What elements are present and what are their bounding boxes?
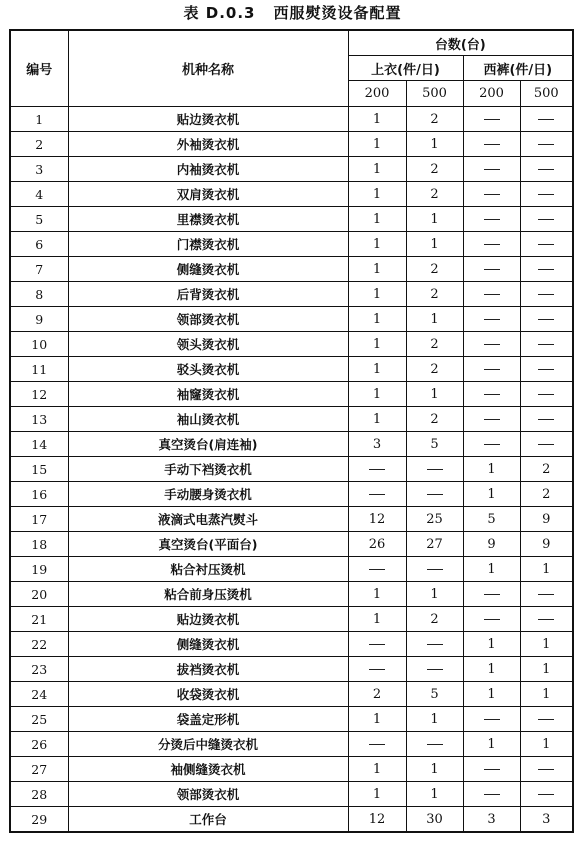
dash-mark [369,494,385,495]
count-cell: 9 [520,532,573,557]
row-index: 15 [10,457,68,482]
row-index: 5 [10,207,68,232]
machine-name: 真空烫台(平面台) [68,532,348,557]
count-cell: 25 [406,507,463,532]
row-index: 20 [10,582,68,607]
row-index: 6 [10,232,68,257]
count-cell: 1 [348,407,406,432]
dash-mark [538,244,554,245]
machine-name: 贴边烫衣机 [68,107,348,132]
empty-cell [520,382,573,407]
empty-cell [463,282,520,307]
dash-mark [484,369,500,370]
empty-cell [406,632,463,657]
empty-cell [520,307,573,332]
machine-name: 分烫后中缝烫衣机 [68,732,348,757]
count-cell: 1 [348,182,406,207]
empty-cell [348,632,406,657]
header-capacity: 200 [463,81,520,107]
dash-mark [484,219,500,220]
dash-mark [427,669,443,670]
empty-cell [520,332,573,357]
count-cell: 1 [348,232,406,257]
machine-name: 贴边烫衣机 [68,607,348,632]
empty-cell [520,782,573,807]
dash-mark [538,419,554,420]
empty-cell [520,207,573,232]
row-index: 28 [10,782,68,807]
dash-mark [484,194,500,195]
count-cell: 2 [406,282,463,307]
dash-mark [538,594,554,595]
count-cell: 1 [520,657,573,682]
count-cell: 9 [463,532,520,557]
dash-mark [484,794,500,795]
empty-cell [463,257,520,282]
empty-cell [520,757,573,782]
dash-mark [538,619,554,620]
count-cell: 1 [406,132,463,157]
table-row [10,607,573,632]
empty-cell [406,482,463,507]
empty-cell [520,182,573,207]
dash-mark [484,344,500,345]
row-index: 2 [10,132,68,157]
empty-cell [463,757,520,782]
empty-cell [463,157,520,182]
count-cell: 1 [348,382,406,407]
empty-cell [520,282,573,307]
table-row [10,432,573,457]
dash-mark [538,144,554,145]
header-capacity: 500 [406,81,463,107]
table-row [10,157,573,182]
empty-cell [463,182,520,207]
dash-mark [484,169,500,170]
empty-cell [406,732,463,757]
count-cell: 2 [520,482,573,507]
empty-cell [463,107,520,132]
dash-mark [538,169,554,170]
table-caption [0,2,585,26]
count-cell: 2 [406,332,463,357]
header-count: 台数(台) [348,30,573,56]
dash-mark [369,644,385,645]
count-cell: 1 [348,582,406,607]
count-cell: 12 [348,507,406,532]
count-cell: 1 [348,332,406,357]
dash-mark [484,119,500,120]
table-row [10,482,573,507]
count-cell: 2 [406,357,463,382]
empty-cell [463,332,520,357]
dash-mark [484,394,500,395]
count-cell: 3 [348,432,406,457]
count-cell: 1 [463,482,520,507]
header-capacity: 500 [520,81,573,107]
table-row [10,582,573,607]
machine-name: 门襟烫衣机 [68,232,348,257]
count-cell: 1 [463,682,520,707]
count-cell: 2 [520,457,573,482]
dash-mark [538,344,554,345]
dash-mark [538,269,554,270]
count-cell: 1 [348,757,406,782]
machine-name: 后背烫衣机 [68,282,348,307]
table-row [10,732,573,757]
row-index: 21 [10,607,68,632]
row-index: 16 [10,482,68,507]
empty-cell [463,207,520,232]
table-row [10,232,573,257]
dash-mark [538,319,554,320]
empty-cell [520,357,573,382]
count-cell: 9 [520,507,573,532]
machine-name: 手动下裆烫衣机 [68,457,348,482]
count-cell: 5 [406,682,463,707]
row-index: 9 [10,307,68,332]
count-cell: 1 [348,282,406,307]
row-index: 11 [10,357,68,382]
empty-cell [463,132,520,157]
count-cell: 2 [406,607,463,632]
empty-cell [520,607,573,632]
machine-name: 粘合前身压烫机 [68,582,348,607]
machine-name: 双肩烫衣机 [68,182,348,207]
dash-mark [427,469,443,470]
dash-mark [538,444,554,445]
row-index: 29 [10,807,68,833]
machine-name: 拔裆烫衣机 [68,657,348,682]
header-name: 机种名称 [68,30,348,107]
count-cell: 1 [348,707,406,732]
row-index: 18 [10,532,68,557]
table-row [10,757,573,782]
count-cell: 1 [463,732,520,757]
count-cell: 1 [520,632,573,657]
count-cell: 1 [520,682,573,707]
count-cell: 2 [406,407,463,432]
empty-cell [520,407,573,432]
count-cell: 1 [348,107,406,132]
dash-mark [484,594,500,595]
count-cell: 1 [406,782,463,807]
dash-mark [369,469,385,470]
table-row [10,407,573,432]
dash-mark [538,769,554,770]
count-cell: 30 [406,807,463,833]
row-index: 12 [10,382,68,407]
machine-name: 袖山烫衣机 [68,407,348,432]
empty-cell [406,657,463,682]
count-cell: 1 [348,607,406,632]
dash-mark [484,419,500,420]
table-row [10,557,573,582]
empty-cell [463,382,520,407]
empty-cell [520,157,573,182]
row-index: 25 [10,707,68,732]
count-cell: 1 [520,557,573,582]
empty-cell [348,557,406,582]
table-row [10,532,573,557]
count-cell: 3 [520,807,573,833]
empty-cell [463,432,520,457]
table-title: 西服熨烫设备配置 [273,4,402,22]
header-capacity: 200 [348,81,406,107]
empty-cell [520,582,573,607]
dash-mark [484,719,500,720]
dash-mark [369,744,385,745]
dash-mark [538,394,554,395]
machine-name: 收袋烫衣机 [68,682,348,707]
count-cell: 1 [348,307,406,332]
count-cell: 2 [406,157,463,182]
row-index: 26 [10,732,68,757]
row-index: 22 [10,632,68,657]
dash-mark [484,769,500,770]
empty-cell [348,457,406,482]
machine-name: 袖侧缝烫衣机 [68,757,348,782]
count-cell: 27 [406,532,463,557]
empty-cell [463,307,520,332]
machine-name: 领头烫衣机 [68,332,348,357]
table-row [10,107,573,132]
header-jacket: 上衣(件/日) [348,56,463,81]
dash-mark [484,144,500,145]
table-row [10,707,573,732]
machine-name: 侧缝烫衣机 [68,632,348,657]
count-cell: 5 [406,432,463,457]
count-cell: 1 [463,657,520,682]
empty-cell [348,657,406,682]
row-index: 1 [10,107,68,132]
count-cell: 12 [348,807,406,833]
count-cell: 1 [348,357,406,382]
dash-mark [538,369,554,370]
table-row [10,682,573,707]
empty-cell [406,457,463,482]
count-cell: 1 [406,582,463,607]
count-cell: 3 [463,807,520,833]
row-index: 23 [10,657,68,682]
machine-name: 领部烫衣机 [68,782,348,807]
table-row [10,657,573,682]
dash-mark [427,644,443,645]
empty-cell [463,407,520,432]
empty-cell [463,232,520,257]
count-cell: 2 [406,257,463,282]
dash-mark [369,569,385,570]
row-index: 13 [10,407,68,432]
dash-mark [484,244,500,245]
machine-name: 手动腰身烫衣机 [68,482,348,507]
empty-cell [463,582,520,607]
dash-mark [484,319,500,320]
table-row [10,782,573,807]
equipment-table [9,29,574,833]
header-trousers: 西裤(件/日) [463,56,573,81]
empty-cell [520,432,573,457]
count-cell: 1 [463,632,520,657]
machine-name: 外袖烫衣机 [68,132,348,157]
table-row [10,357,573,382]
count-cell: 1 [406,382,463,407]
row-index: 3 [10,157,68,182]
empty-cell [463,707,520,732]
empty-cell [520,107,573,132]
empty-cell [348,482,406,507]
row-index: 4 [10,182,68,207]
dash-mark [484,619,500,620]
machine-name: 真空烫台(肩连袖) [68,432,348,457]
count-cell: 1 [348,132,406,157]
table-row [10,207,573,232]
dash-mark [484,444,500,445]
dash-mark [484,269,500,270]
table-row [10,807,573,833]
dash-mark [538,194,554,195]
machine-name: 里襟烫衣机 [68,207,348,232]
empty-cell [463,782,520,807]
dash-mark [538,719,554,720]
machine-name: 袋盖定形机 [68,707,348,732]
count-cell: 2 [348,682,406,707]
row-index: 17 [10,507,68,532]
machine-name: 工作台 [68,807,348,833]
dash-mark [427,744,443,745]
dash-mark [538,219,554,220]
count-cell: 26 [348,532,406,557]
table-row [10,382,573,407]
count-cell: 1 [348,207,406,232]
empty-cell [406,557,463,582]
dash-mark [369,669,385,670]
count-cell: 5 [463,507,520,532]
count-cell: 1 [406,232,463,257]
table-row [10,132,573,157]
empty-cell [520,257,573,282]
count-cell: 1 [406,757,463,782]
row-index: 14 [10,432,68,457]
dash-mark [538,119,554,120]
count-cell: 1 [406,307,463,332]
machine-name: 内袖烫衣机 [68,157,348,182]
table-row [10,282,573,307]
empty-cell [463,357,520,382]
empty-cell [348,732,406,757]
row-index: 10 [10,332,68,357]
table-number: 表 D.0.3 [183,4,256,22]
row-index: 27 [10,757,68,782]
count-cell: 1 [520,732,573,757]
machine-name: 粘合衬压烫机 [68,557,348,582]
count-cell: 1 [406,707,463,732]
table-row [10,257,573,282]
count-cell: 1 [463,457,520,482]
machine-name: 领部烫衣机 [68,307,348,332]
machine-name: 驳头烫衣机 [68,357,348,382]
row-index: 7 [10,257,68,282]
table-row [10,332,573,357]
row-index: 19 [10,557,68,582]
count-cell: 1 [406,207,463,232]
machine-name: 袖窿烫衣机 [68,382,348,407]
table-row [10,632,573,657]
empty-cell [520,132,573,157]
machine-name: 液滴式电蒸汽熨斗 [68,507,348,532]
dash-mark [427,569,443,570]
table-body [10,107,573,833]
header-index: 编号 [10,30,68,107]
table-row [10,182,573,207]
dash-mark [538,794,554,795]
machine-name: 侧缝烫衣机 [68,257,348,282]
count-cell: 1 [348,257,406,282]
count-cell: 2 [406,107,463,132]
table-row [10,507,573,532]
empty-cell [463,607,520,632]
dash-mark [538,294,554,295]
empty-cell [520,232,573,257]
dash-mark [484,294,500,295]
dash-mark [427,494,443,495]
count-cell: 1 [463,557,520,582]
count-cell: 1 [348,157,406,182]
empty-cell [520,707,573,732]
count-cell: 1 [348,782,406,807]
table-row [10,457,573,482]
table-row [10,307,573,332]
row-index: 8 [10,282,68,307]
count-cell: 2 [406,182,463,207]
row-index: 24 [10,682,68,707]
